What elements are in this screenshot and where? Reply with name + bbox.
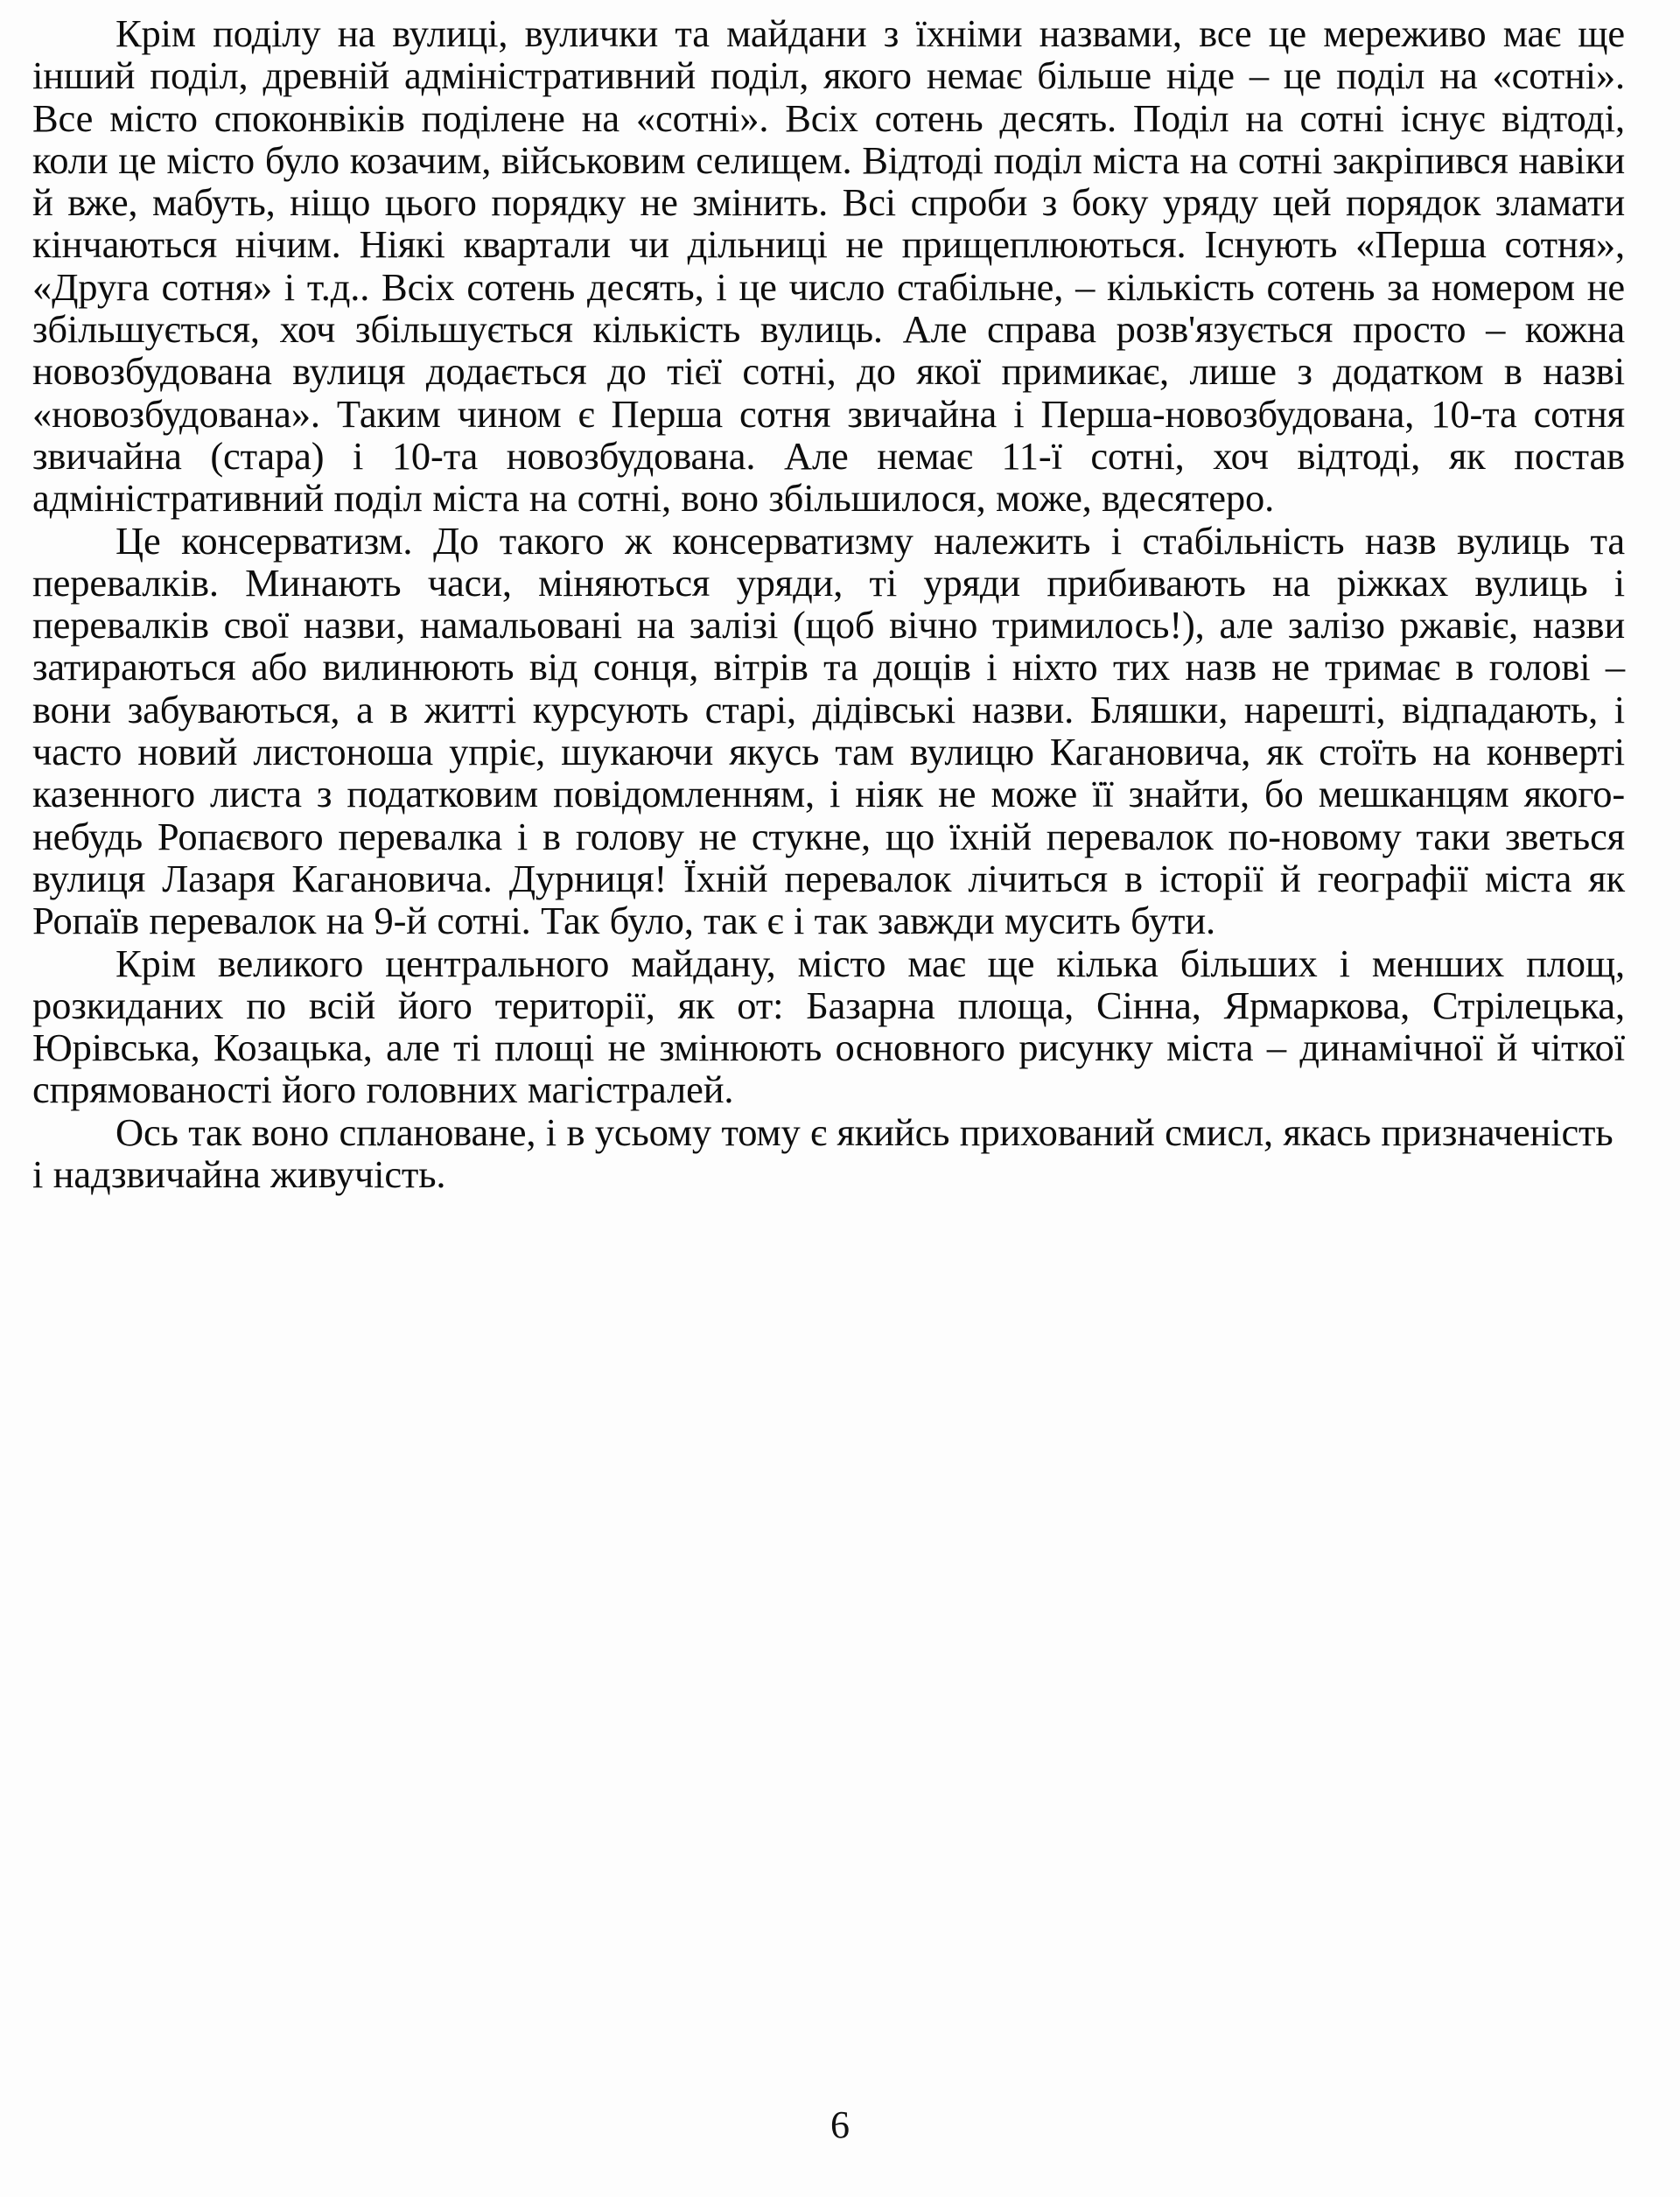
paragraph-2: Це консерватизм. До такого ж консерватизму належить і стабільність назв вулиць та перевалків. Минають часи, міняються уряди, ті уряди прибивають на ріжках вулиць і перевалків свої назви, намальовані на залізі (щоб вічно тримилось!), але залізо ржавіє, назви затираються або вилинюють від сонця, вітрів та дощів і ніхто тих назв не тримає в голові – вони забуваються, а в житті курсують старі, дідівські назви. Бляшки, нарешті, відпадають, і часто новий листоноша упріє, шукаючи якусь там вулицю Кагановича, як стоїть на конверті казенного листа з податковим повідомленням, і ніяк не може її знайти, бо мешканцям якого-небудь Ропаєвого перевалка і в голову не стукне, що їхній перевалок по-новому таки зветься вулиця Лазаря Кагановича. Дурниця! Їхній перевалок лічиться в історії й географії міста як Ропаїв перевалок на 9-й сотні. Так було, так є і так завжди мусить бути. (32, 518, 1625, 943)
paragraph-4: Ось так воно сплановане, і в усьому тому є якийсь прихований смисл, якась призначеність і надзвичайна живучість. (32, 1109, 1614, 1197)
paragraph-1: Крім поділу на вулиці, вулички та майдани з їхніми назвами, все це мереживо має ще інший поділ, древній адміністративний поділ, якого немає більше ніде – це поділ на «сотні». Все місто споконвіків поділене на «сотні». Всіх сотень десять. Поділ на сотні існує відтоді, коли це місто було козачим, військовим селищем. Відтоді поділ міста на сотні закріпився навіки й вже, мабуть, ніщо цього порядку не змінить. Всі спроби з боку уряду цей порядок зламати кінчаються нічим. Ніякі квартали чи дільниці не прищеплюються. Існують «Перша сотня», «Друга сотня» і т.д.. Всіх сотень десять, і це число стабільне, – кількість сотень за номером не збільшується, хоч збільшується кількість вулиць. Але справа розв'язується просто – кожна новозбудована вулиця додається до тієї сотні, до якої примикає, лише з додатком в назві «новозбудована». Таким чином є Перша сотня звичайна і Перша-новозбудована, 10-та сотня звичайна (стара) і 10-та новозбудована. Але немає 11-ї сотні, хоч відтоді, як постав адміністративний поділ міста на сотні, воно збільшилося, може, вдесятеро. (32, 11, 1625, 521)
paragraph-3: Крім великого центрального майдану, місто має ще кілька більших і менших площ, розкиданих по всій його території, як от: Базарна площа, Сінна, Ярмаркова, Стрілецька, Юрівська, Козацька, але ті площі не змінюють основного рисунку міста – динамічної й чіткої спрямованості його головних магістралей. (32, 941, 1625, 1112)
page-number: 6 (830, 2103, 850, 2146)
body-text-column (32, 12, 1625, 1195)
